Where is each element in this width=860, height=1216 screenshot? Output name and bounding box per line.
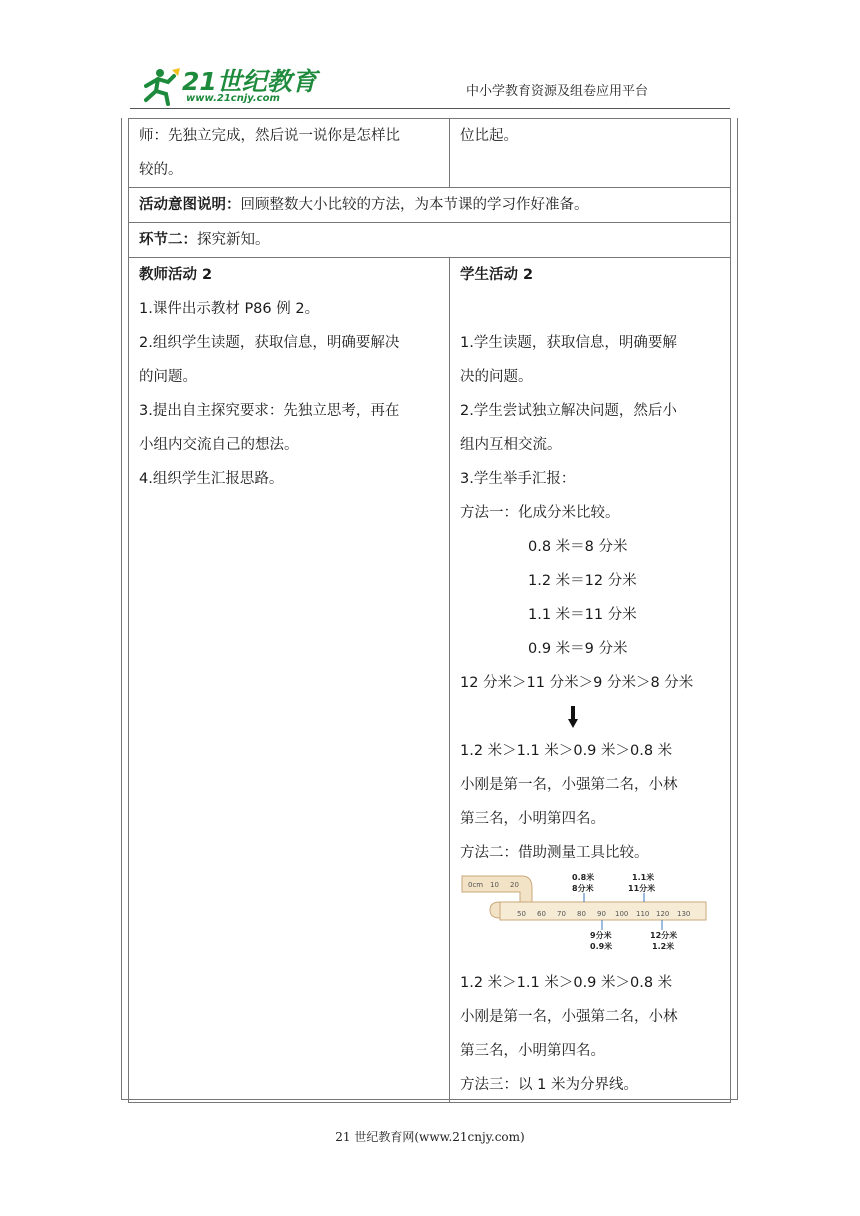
list-item: 第三名，小明第四名。 [460,811,605,827]
stage-label: 环节二： [139,232,197,248]
down-arrow-icon [568,706,578,728]
logo-url: www.21cnjy.com [186,93,280,104]
header-divider [130,108,730,109]
list-item: 小刚是第一名，小强第二名，小林 [460,1009,678,1025]
intent-label: 活动意图说明： [139,197,241,213]
mark-label: 0.8米 [572,873,595,882]
logo [138,66,317,106]
mark-label: 8分米 [572,884,594,893]
list-item: 2.组织学生读题，获取信息，明确要解决 [139,335,400,351]
stage-text: 探究新知。 [197,232,270,248]
intent-text: 回顾整数大小比较的方法，为本节课的学习作好准备。 [240,197,589,213]
intent-cell [129,188,731,223]
ruler-tick-label: 120 [656,910,670,918]
ruler-tick-label: 10 [490,881,499,889]
list-item: 决的问题。 [460,369,533,385]
list-item: 方法三：以 1 米为分界线。 [460,1077,638,1093]
tape-measure-illustration [460,872,710,964]
ruler-tick-label: 90 [597,910,606,918]
list-item: 1.学生读题，获取信息，明确要解 [460,335,677,351]
stage-cell [129,223,731,258]
table-row [129,119,731,188]
list-item: 组内互相交流。 [460,437,562,453]
mark-label: 9分米 [590,931,612,940]
table-row [129,223,731,258]
ruler-tick-label: 60 [537,910,546,918]
teacher-activity-title: 教师活动 2 [139,267,213,283]
frame-right [737,118,738,1100]
cell-student-intro: 位比起。 [450,119,731,188]
tape-measure-figure [460,870,720,966]
student-activity-title: 学生活动 2 [460,267,534,283]
list-item: 小组内交流自己的想法。 [139,437,299,453]
equation: 1.1 米＝11 分米 [528,607,637,623]
ruler-tick-label: 100 [615,910,629,918]
equation: 1.2 米＝12 分米 [528,573,637,589]
list-item: 1.2 米＞1.1 米＞0.9 米＞0.8 米 [460,743,673,759]
cell-teacher-intro: 师：先独立完成，然后说一说你是怎样比 较的。 [129,119,450,188]
arrow-row [460,700,720,734]
lesson-table [128,118,731,1103]
list-item: 3.提出自主探究要求：先独立思考，再在 [139,403,400,419]
student-activity-cell [450,258,731,1103]
equation: 0.8 米＝8 分米 [528,539,628,555]
list-item: 方法一：化成分米比较。 [460,505,620,521]
ruler-start-label: 0cm [468,881,484,889]
list-item: 方法二：借助测量工具比较。 [460,845,649,861]
platform-title: 中小学教育资源及组卷应用平台 [466,84,649,99]
ruler-tick-label: 70 [557,910,566,918]
ruler-tick-label: 50 [517,910,526,918]
mark-label: 0.9米 [590,942,613,951]
table-row [129,258,731,1103]
list-item: 的问题。 [139,369,197,385]
ruler-tick-label: 20 [510,881,519,889]
equation: 0.9 米＝9 分米 [528,641,628,657]
teacher-activity-cell [129,258,450,1103]
logo-text: 21世纪教育 [182,67,317,96]
page-header [0,0,860,118]
mark-label: 12分米 [650,931,678,940]
ruler-tick-label: 130 [677,910,691,918]
list-item: 2.学生尝试独立解决问题，然后小 [460,403,677,419]
ruler-tick-label: 80 [577,910,586,918]
mark-label: 1.1米 [632,873,655,882]
table-row [129,188,731,223]
compare-decimeters: 12 分米＞11 分米＞9 分米＞8 分米 [460,675,694,691]
mark-label: 1.2米 [652,942,675,951]
list-item: 3.学生举手汇报： [460,471,576,487]
ruler-tick-label: 110 [636,910,650,918]
list-item: 1.课件出示教材 P86 例 2。 [139,301,320,317]
runner-icon [138,66,182,106]
list-item: 第三名，小明第四名。 [460,1043,605,1059]
list-item: 1.2 米＞1.1 米＞0.9 米＞0.8 米 [460,975,673,991]
list-item: 小刚是第一名，小强第二名，小林 [460,777,678,793]
page-footer: 21 世纪教育网(www.21cnjy.com) [335,1130,525,1144]
mark-label: 11分米 [628,884,656,893]
frame-left [121,118,122,1100]
list-item: 4.组织学生汇报思路。 [139,471,284,487]
